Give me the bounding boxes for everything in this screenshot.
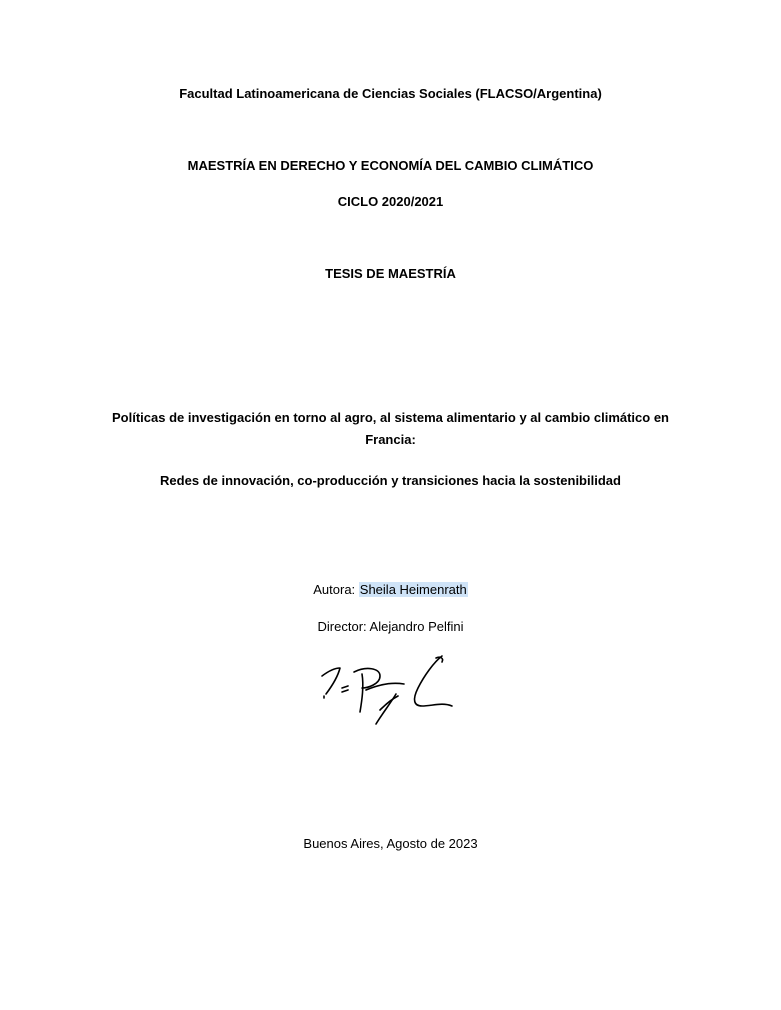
cycle-label: CICLO 2020/2021 [337, 194, 444, 209]
author-line [0, 582, 781, 598]
author-label: Autora: [313, 582, 359, 597]
document-type: TESIS DE MAESTRÍA [325, 266, 456, 281]
institution-name: Facultad Latinoamericana de Ciencias Sociales (FLACSO/Argentina) [179, 86, 602, 101]
director-signature [318, 652, 458, 728]
program-name: MAESTRÍA EN DERECHO Y ECONOMÍA DEL CAMBIO CLIMÁTICO [187, 158, 594, 173]
author-name: Sheila Heimenrath [359, 582, 467, 597]
thesis-title: Políticas de investigación en torno al agro, al sistema alimentario y al cambio climático en Francia: [111, 410, 669, 447]
place-date: Buenos Aires, Agosto de 2023 [303, 836, 478, 851]
thesis-subtitle: Redes de innovación, co-producción y transiciones hacia la sostenibilidad [160, 473, 621, 488]
director-line: Director: Alejandro Pelfini [317, 619, 464, 634]
